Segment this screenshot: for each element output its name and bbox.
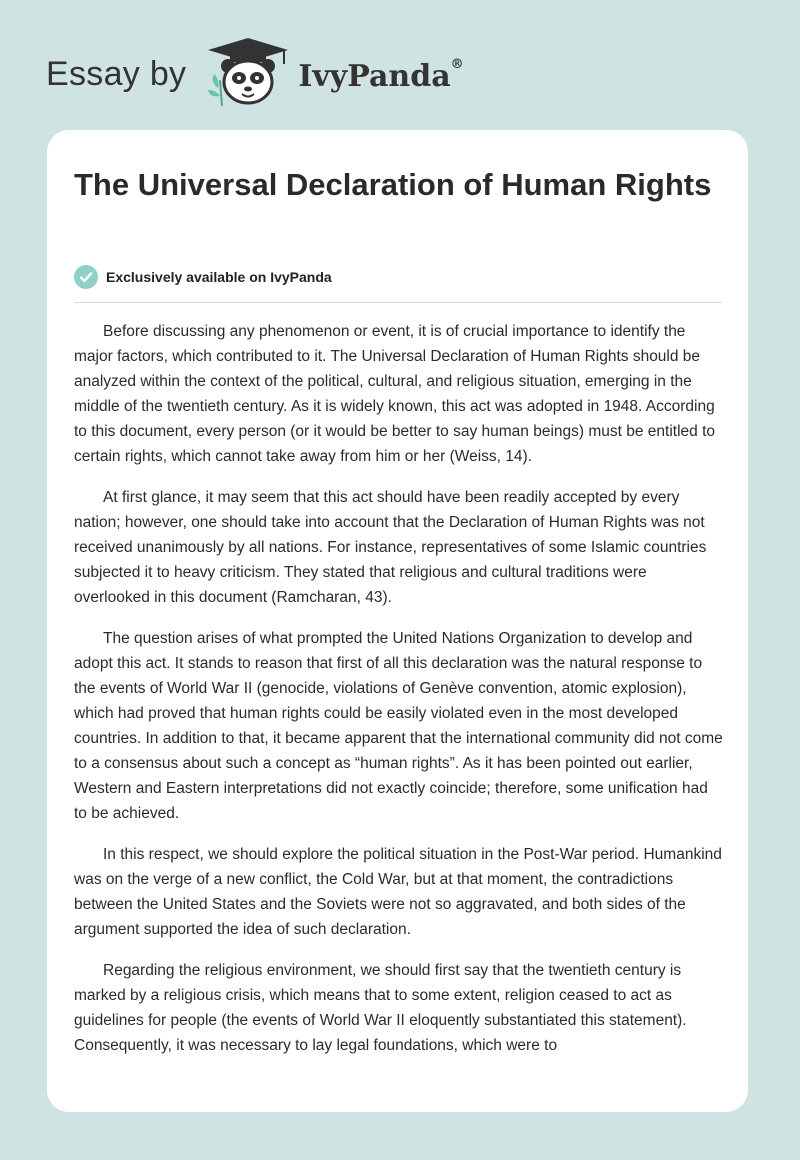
paragraph: The question arises of what prompted the United Nations Organization to develop and adopt this act. It stands to reason that first of all this declaration was the natural response to the events of World War II (genocide, violations of Genève convention, atomic explosion), which had proved that human rights could be easily violated even in the most developed countries. In addition to that, it became apparent that the international community did not come to a consensus about such a concept as “human rights”. As it has been pointed out earlier, Western and Eastern interpretations did not exactly coincide; therefore, some unification had to be achieved. bbox=[74, 630, 723, 822]
brand-text: IvyPanda bbox=[298, 58, 451, 94]
paragraph: Regarding the religious environment, we should first say that the twentieth century is marked by a religious crisis, which means that to some extent, religion ceased to act as guidelines for people (the events of World War II eloquently substantiated this statement). Consequently, it was necessary to lay legal foundations, which were to bbox=[74, 962, 687, 1054]
essay-card bbox=[47, 130, 748, 1112]
brand-name[interactable] bbox=[298, 56, 464, 94]
essay-by-label: Essay by bbox=[46, 54, 187, 93]
page-title: The Universal Declaration of Human Rights bbox=[74, 167, 712, 202]
panda-logo-icon[interactable] bbox=[204, 36, 292, 112]
paragraph: In this respect, we should explore the political situation in the Post-War period. Humankind was on the verge of a new conflict, the Cold War, but at that moment, the contradictions between the United States and the Soviets were not so aggravated, and both sides of the argument supported the idea of such declaration. bbox=[74, 846, 722, 938]
checkmark-icon bbox=[74, 265, 98, 289]
paragraph: Before discussing any phenomenon or event, it is of crucial importance to identify the major factors, which contributed to it. The Universal Declaration of Human Rights should be analyzed within the context of the political, cultural, and religious situation, emerging in the middle of the twentieth century. As it is widely known, this act was adopted in 1948. According to this document, every person (or it would be better to say human beings) must be entitled to certain rights, which cannot take away from him or her (Weiss, 14). bbox=[74, 323, 716, 465]
paragraph: At first glance, it may seem that this act should have been readily accepted by every nation; however, one should take into account that the Declaration of Human Rights was not received unanimously by all nations. For instance, representatives of some Islamic countries subjected it to heavy criticism. They stated that religious and cultural traditions were overlooked in this document (Ramcharan, 43). bbox=[74, 489, 707, 606]
essay-body bbox=[74, 319, 724, 1074]
exclusive-badge bbox=[74, 265, 332, 289]
registered-mark: ® bbox=[450, 56, 464, 72]
exclusive-badge-label: Exclusively available on IvyPanda bbox=[106, 269, 332, 285]
divider bbox=[74, 302, 722, 303]
site-header bbox=[46, 36, 464, 112]
